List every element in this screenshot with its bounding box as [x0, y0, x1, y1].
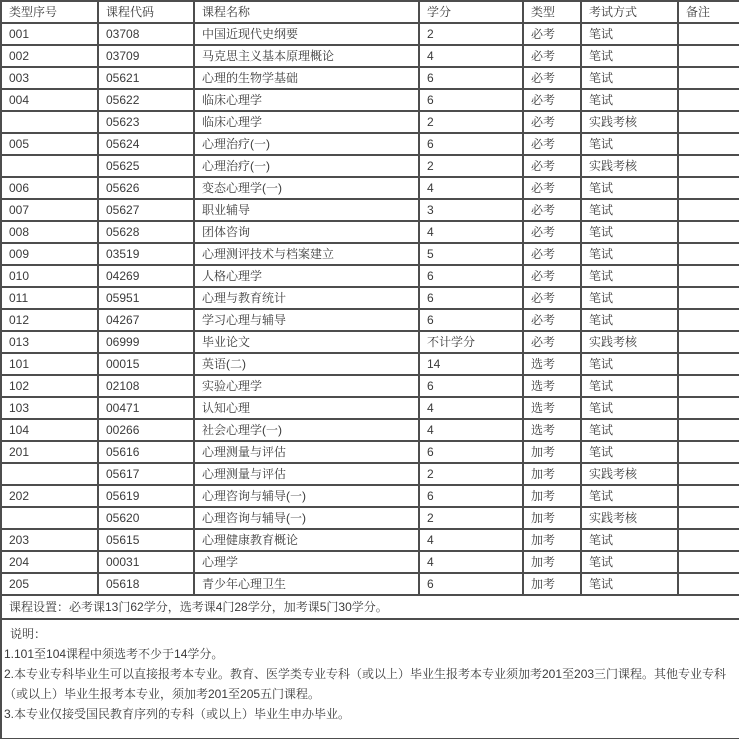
cell-remark: [678, 287, 739, 309]
cell-type-number: [1, 155, 98, 177]
summary-text: 课程设置：必考课13门62学分，选考课4门28学分，加考课5门30学分。: [1, 595, 739, 619]
cell-course-name: 马克思主义基本原理概论: [194, 45, 419, 67]
cell-type-number: 201: [1, 441, 98, 463]
cell-course-name: 临床心理学: [194, 89, 419, 111]
cell-exam-method: 笔试: [581, 309, 678, 331]
cell-credits: 4: [419, 45, 523, 67]
summary-row: [1, 595, 739, 619]
cell-exam-method: 笔试: [581, 177, 678, 199]
cell-exam-method: 笔试: [581, 375, 678, 397]
header-row: [1, 1, 739, 23]
cell-course-code: 04267: [98, 309, 194, 331]
cell-credits: 5: [419, 243, 523, 265]
cell-course-code: 03709: [98, 45, 194, 67]
table-row: [1, 397, 739, 419]
table-row: [1, 507, 739, 529]
cell-type-number: 011: [1, 287, 98, 309]
cell-exam-method: 笔试: [581, 67, 678, 89]
table-row: [1, 133, 739, 155]
cell-credits: 2: [419, 111, 523, 133]
cell-exam-method: 笔试: [581, 441, 678, 463]
cell-type: 必考: [523, 67, 581, 89]
table-row: [1, 155, 739, 177]
cell-course-name: 心理学: [194, 551, 419, 573]
cell-course-name: 心理的生物学基础: [194, 67, 419, 89]
cell-exam-method: 实践考核: [581, 507, 678, 529]
cell-type-number: 013: [1, 331, 98, 353]
cell-type-number: 104: [1, 419, 98, 441]
table-row: [1, 177, 739, 199]
cell-course-name: 心理测评技术与档案建立: [194, 243, 419, 265]
cell-exam-method: 笔试: [581, 243, 678, 265]
cell-course-name: 心理咨询与辅导(一): [194, 485, 419, 507]
cell-credits: 2: [419, 507, 523, 529]
cell-remark: [678, 221, 739, 243]
cell-remark: [678, 199, 739, 221]
cell-credits: 3: [419, 199, 523, 221]
cell-type: 必考: [523, 309, 581, 331]
cell-course-name: 英语(二): [194, 353, 419, 375]
cell-credits: 4: [419, 397, 523, 419]
cell-type: 必考: [523, 331, 581, 353]
col-header-course-code: 课程代码: [98, 1, 194, 23]
cell-course-code: 06999: [98, 331, 194, 353]
cell-credits: 6: [419, 485, 523, 507]
table-row: [1, 419, 739, 441]
table-row: [1, 45, 739, 67]
notes-row: [1, 619, 739, 739]
cell-type-number: 012: [1, 309, 98, 331]
cell-remark: [678, 573, 739, 595]
cell-remark: [678, 155, 739, 177]
cell-type-number: 102: [1, 375, 98, 397]
cell-type: 必考: [523, 89, 581, 111]
course-table-footer: [1, 595, 739, 739]
cell-type-number: 003: [1, 67, 98, 89]
cell-remark: [678, 45, 739, 67]
cell-course-code: 05626: [98, 177, 194, 199]
cell-type-number: 205: [1, 573, 98, 595]
cell-course-code: 05619: [98, 485, 194, 507]
cell-exam-method: 笔试: [581, 45, 678, 67]
col-header-course-name: 课程名称: [194, 1, 419, 23]
cell-type: 必考: [523, 265, 581, 287]
cell-type: 必考: [523, 133, 581, 155]
cell-type-number: 103: [1, 397, 98, 419]
cell-exam-method: 实践考核: [581, 155, 678, 177]
cell-course-code: 02108: [98, 375, 194, 397]
cell-course-name: 心理与教育统计: [194, 287, 419, 309]
cell-remark: [678, 23, 739, 45]
cell-course-name: 心理咨询与辅导(一): [194, 507, 419, 529]
cell-remark: [678, 353, 739, 375]
cell-exam-method: 实践考核: [581, 463, 678, 485]
cell-type: 加考: [523, 485, 581, 507]
notes-list: [4, 644, 733, 724]
table-row: [1, 221, 739, 243]
cell-type-number: 009: [1, 243, 98, 265]
cell-remark: [678, 529, 739, 551]
cell-exam-method: 实践考核: [581, 331, 678, 353]
cell-type-number: 202: [1, 485, 98, 507]
cell-remark: [678, 111, 739, 133]
cell-course-name: 中国近现代史纲要: [194, 23, 419, 45]
cell-course-name: 心理测量与评估: [194, 441, 419, 463]
cell-exam-method: 笔试: [581, 221, 678, 243]
cell-remark: [678, 551, 739, 573]
cell-type-number: 007: [1, 199, 98, 221]
cell-type: 必考: [523, 177, 581, 199]
cell-credits: 4: [419, 221, 523, 243]
table-row: [1, 67, 739, 89]
cell-exam-method: 笔试: [581, 353, 678, 375]
table-row: [1, 111, 739, 133]
cell-type: 必考: [523, 45, 581, 67]
cell-course-name: 临床心理学: [194, 111, 419, 133]
table-row: [1, 463, 739, 485]
cell-course-code: 05622: [98, 89, 194, 111]
cell-credits: 4: [419, 551, 523, 573]
col-header-remark: 备注: [678, 1, 739, 23]
cell-remark: [678, 243, 739, 265]
cell-type-number: 010: [1, 265, 98, 287]
cell-credits: 6: [419, 441, 523, 463]
cell-type: 必考: [523, 23, 581, 45]
cell-remark: [678, 375, 739, 397]
cell-exam-method: 笔试: [581, 287, 678, 309]
cell-type-number: 005: [1, 133, 98, 155]
cell-course-code: 05617: [98, 463, 194, 485]
cell-course-name: 实验心理学: [194, 375, 419, 397]
cell-credits: 6: [419, 573, 523, 595]
cell-remark: [678, 419, 739, 441]
cell-credits: 6: [419, 67, 523, 89]
cell-remark: [678, 309, 739, 331]
cell-course-code: 05623: [98, 111, 194, 133]
cell-type: 加考: [523, 573, 581, 595]
cell-course-name: 心理治疗(一): [194, 155, 419, 177]
table-row: [1, 573, 739, 595]
cell-remark: [678, 89, 739, 111]
table-row: [1, 265, 739, 287]
cell-exam-method: 实践考核: [581, 111, 678, 133]
table-row: [1, 551, 739, 573]
cell-type: 必考: [523, 287, 581, 309]
cell-type-number: 006: [1, 177, 98, 199]
cell-remark: [678, 441, 739, 463]
table-row: [1, 485, 739, 507]
cell-remark: [678, 177, 739, 199]
cell-type-number: 101: [1, 353, 98, 375]
cell-course-code: 05616: [98, 441, 194, 463]
cell-type-number: 004: [1, 89, 98, 111]
cell-credits: 4: [419, 177, 523, 199]
cell-course-code: 05627: [98, 199, 194, 221]
cell-remark: [678, 463, 739, 485]
cell-exam-method: 笔试: [581, 573, 678, 595]
cell-exam-method: 笔试: [581, 199, 678, 221]
cell-remark: [678, 331, 739, 353]
cell-type: 加考: [523, 507, 581, 529]
cell-course-name: 心理测量与评估: [194, 463, 419, 485]
cell-credits: 6: [419, 265, 523, 287]
cell-type: 加考: [523, 529, 581, 551]
cell-course-name: 职业辅导: [194, 199, 419, 221]
cell-exam-method: 笔试: [581, 89, 678, 111]
cell-exam-method: 笔试: [581, 397, 678, 419]
cell-course-name: 毕业论文: [194, 331, 419, 353]
cell-course-code: 00266: [98, 419, 194, 441]
cell-course-code: 05628: [98, 221, 194, 243]
cell-type: 选考: [523, 353, 581, 375]
cell-course-code: 03708: [98, 23, 194, 45]
cell-course-code: 00471: [98, 397, 194, 419]
cell-type: 加考: [523, 551, 581, 573]
table-row: [1, 199, 739, 221]
cell-course-name: 人格心理学: [194, 265, 419, 287]
cell-course-code: 05625: [98, 155, 194, 177]
cell-credits: 14: [419, 353, 523, 375]
cell-exam-method: 笔试: [581, 551, 678, 573]
table-row: [1, 23, 739, 45]
cell-course-code: 05624: [98, 133, 194, 155]
table-row: [1, 309, 739, 331]
col-header-exam-method: 考试方式: [581, 1, 678, 23]
cell-course-code: 05621: [98, 67, 194, 89]
table-row: [1, 331, 739, 353]
cell-course-name: 变态心理学(一): [194, 177, 419, 199]
cell-type: 选考: [523, 419, 581, 441]
cell-credits: 2: [419, 155, 523, 177]
table-row: [1, 89, 739, 111]
col-header-type: 类型: [523, 1, 581, 23]
cell-type-number: 002: [1, 45, 98, 67]
cell-course-code: 05951: [98, 287, 194, 309]
course-table-body: [1, 23, 739, 595]
table-row: [1, 529, 739, 551]
cell-course-name: 认知心理: [194, 397, 419, 419]
cell-type: 选考: [523, 397, 581, 419]
cell-type: 加考: [523, 463, 581, 485]
cell-type-number: 204: [1, 551, 98, 573]
cell-type-number: [1, 463, 98, 485]
cell-credits: 6: [419, 287, 523, 309]
cell-exam-method: 笔试: [581, 23, 678, 45]
cell-course-name: 学习心理与辅导: [194, 309, 419, 331]
cell-credits: 不计学分: [419, 331, 523, 353]
cell-course-name: 心理健康教育概论: [194, 529, 419, 551]
table-row: [1, 353, 739, 375]
cell-course-code: 00015: [98, 353, 194, 375]
cell-exam-method: 笔试: [581, 265, 678, 287]
table-row: [1, 243, 739, 265]
cell-course-code: 04269: [98, 265, 194, 287]
cell-remark: [678, 67, 739, 89]
cell-remark: [678, 133, 739, 155]
cell-type: 选考: [523, 375, 581, 397]
cell-type: 必考: [523, 199, 581, 221]
cell-credits: 6: [419, 309, 523, 331]
cell-credits: 2: [419, 463, 523, 485]
cell-credits: 4: [419, 529, 523, 551]
cell-course-name: 社会心理学(一): [194, 419, 419, 441]
cell-exam-method: 笔试: [581, 419, 678, 441]
cell-type-number: 008: [1, 221, 98, 243]
table-row: [1, 375, 739, 397]
cell-course-name: 心理治疗(一): [194, 133, 419, 155]
notes-cell: [1, 619, 739, 739]
cell-type-number: 001: [1, 23, 98, 45]
cell-type: 必考: [523, 111, 581, 133]
cell-exam-method: 笔试: [581, 529, 678, 551]
cell-credits: 6: [419, 375, 523, 397]
cell-course-code: 05615: [98, 529, 194, 551]
cell-remark: [678, 397, 739, 419]
cell-type: 加考: [523, 441, 581, 463]
note-line: 3.本专业仅接受国民教育序列的专科（或以上）毕业生申办毕业。: [4, 707, 351, 721]
cell-credits: 2: [419, 23, 523, 45]
cell-course-code: 05618: [98, 573, 194, 595]
cell-course-code: 00031: [98, 551, 194, 573]
cell-type-number: [1, 111, 98, 133]
cell-course-code: 03519: [98, 243, 194, 265]
cell-course-name: 团体咨询: [194, 221, 419, 243]
cell-course-name: 青少年心理卫生: [194, 573, 419, 595]
cell-type: 必考: [523, 155, 581, 177]
cell-remark: [678, 485, 739, 507]
cell-credits: 4: [419, 419, 523, 441]
cell-exam-method: 笔试: [581, 133, 678, 155]
table-row: [1, 441, 739, 463]
notes-title: 说明：: [10, 627, 47, 641]
table-row: [1, 287, 739, 309]
note-line: 2.本专业专科毕业生可以直接报考本专业。教育、医学类专业专科（或以上）毕业生报考本专业须加考201至203三门课程。其他专业专科（或以上）毕业生报考本专业，须加考201至205五门课程。: [4, 667, 727, 701]
cell-course-code: 05620: [98, 507, 194, 529]
cell-credits: 6: [419, 133, 523, 155]
cell-type: 必考: [523, 221, 581, 243]
cell-type: 必考: [523, 243, 581, 265]
cell-exam-method: 笔试: [581, 485, 678, 507]
cell-type-number: [1, 507, 98, 529]
cell-type-number: 203: [1, 529, 98, 551]
col-header-type-number: 类型序号: [1, 1, 98, 23]
col-header-credits: 学分: [419, 1, 523, 23]
note-line: 1.101至104课程中须选考不少于14学分。: [4, 647, 224, 661]
cell-remark: [678, 507, 739, 529]
cell-credits: 6: [419, 89, 523, 111]
cell-remark: [678, 265, 739, 287]
